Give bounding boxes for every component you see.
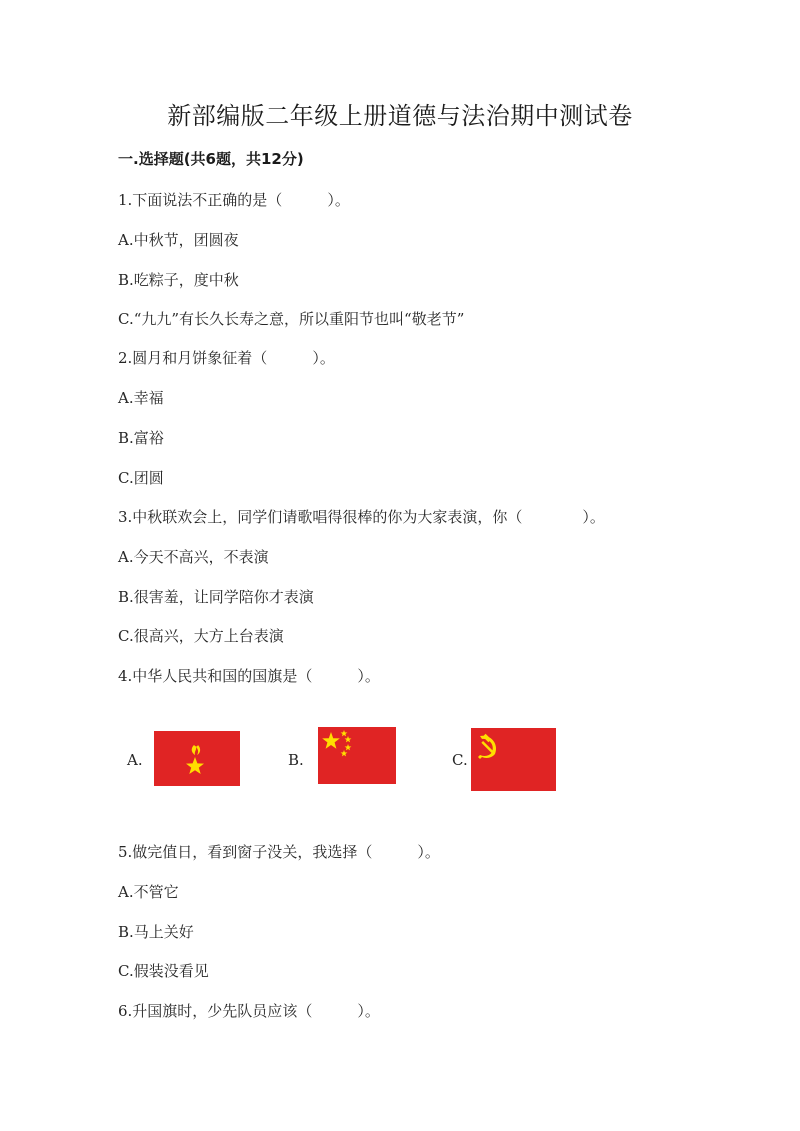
question-6-stem: 6.升国旗时，少先队员应该（ ）。 xyxy=(118,1002,380,1020)
question-4-option-a-label: A. xyxy=(127,751,143,769)
question-3-option-c: C.很高兴，大方上台表演 xyxy=(118,627,284,645)
question-5-option-a: A.不管它 xyxy=(118,883,179,901)
question-3-option-a: A.今天不高兴，不表演 xyxy=(118,548,269,566)
question-2-stem: 2.圆月和月饼象征着（ ）。 xyxy=(118,349,335,367)
question-4-stem: 4.中华人民共和国的国旗是（ ）。 xyxy=(118,667,380,685)
question-1-option-b: B.吃粽子，度中秋 xyxy=(118,271,239,289)
question-5-option-b: B.马上关好 xyxy=(118,923,194,941)
question-1-option-c: C.“九九”有长久长寿之意，所以重阳节也叫“敬老节” xyxy=(118,310,465,328)
five-star-red-flag-graphic xyxy=(318,727,396,784)
section-heading: 一.选择题(共6题，共12分) xyxy=(118,150,304,168)
question-5-stem: 5.做完值日，看到窗子没关，我选择（ ）。 xyxy=(118,843,440,861)
communist-party-flag-icon xyxy=(471,728,556,791)
question-2-option-a: A.幸福 xyxy=(118,389,164,407)
question-1-option-a: A.中秋节，团圆夜 xyxy=(118,231,239,249)
page-title: 新部编版二年级上册道德与法治期中测试卷 xyxy=(167,102,633,130)
communist-party-flag-graphic xyxy=(471,728,556,791)
young-pioneer-flag-graphic xyxy=(154,731,240,786)
question-4-option-b-label: B. xyxy=(288,751,304,769)
question-3-option-b: B.很害羞，让同学陪你才表演 xyxy=(118,588,314,606)
question-5-option-c: C.假装没看见 xyxy=(118,962,209,980)
question-2-option-b: B.富裕 xyxy=(118,429,164,447)
question-3-stem: 3.中秋联欢会上，同学们请歌唱得很棒的你为大家表演，你（ ）。 xyxy=(118,508,605,526)
question-2-option-c: C.团圆 xyxy=(118,469,164,487)
young-pioneer-flag-icon xyxy=(154,731,240,786)
five-star-red-flag-icon xyxy=(318,727,396,784)
question-1-stem: 1.下面说法不正确的是（ ）。 xyxy=(118,191,350,209)
question-4-option-c-label: C. xyxy=(452,751,468,769)
